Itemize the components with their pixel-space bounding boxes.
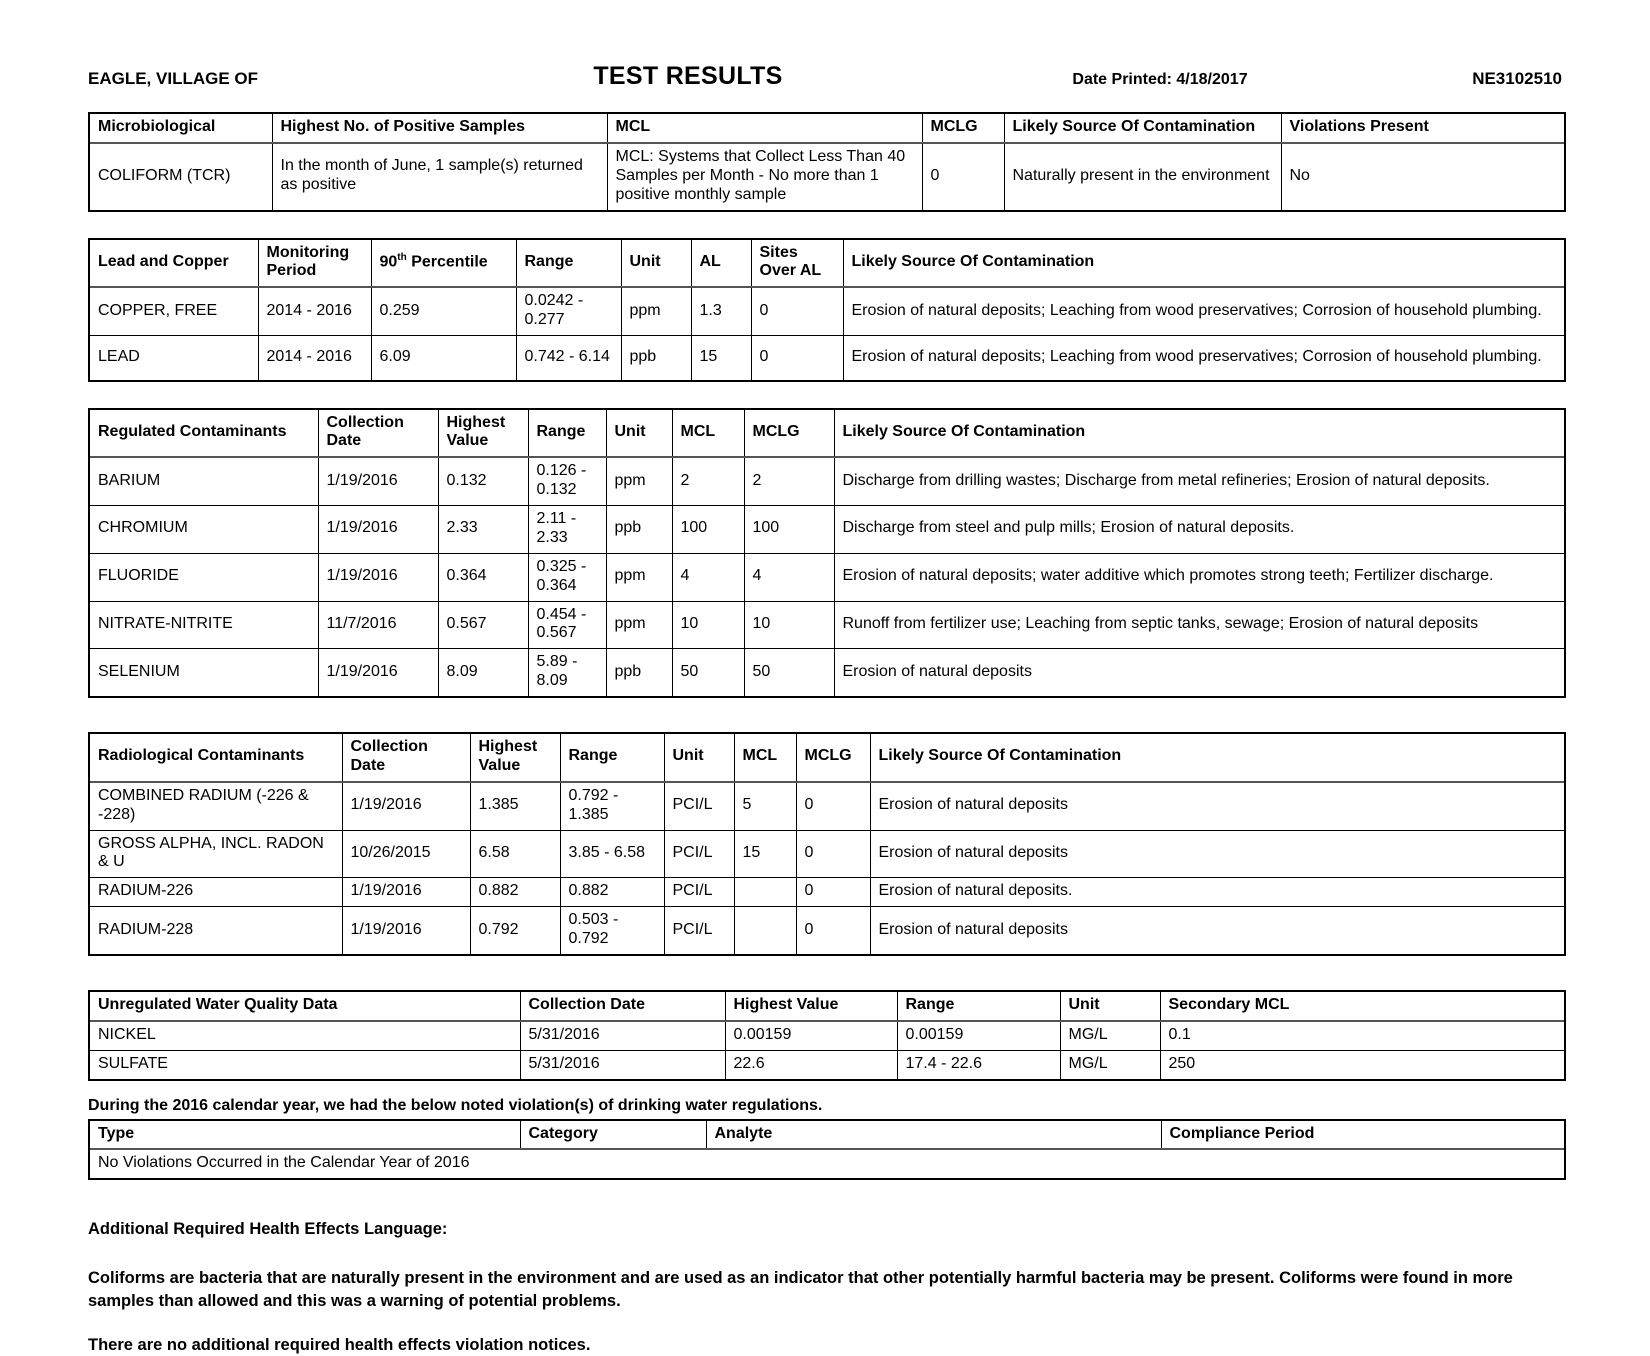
pwsid-number: NE3102510 bbox=[1472, 69, 1562, 88]
cell-unit: PCI/L bbox=[664, 782, 734, 830]
cell-collection-date: 1/19/2016 bbox=[318, 457, 438, 505]
violations-lead-in: During the 2016 calendar year, we had the below noted violation(s) of drinking water regulations. bbox=[88, 1096, 823, 1114]
cell-unit: MG/L bbox=[1060, 1050, 1160, 1078]
table-row bbox=[90, 830, 1564, 878]
cell-likely-source: Naturally present in the environment bbox=[1004, 143, 1281, 210]
cell-contaminant-name: NITRATE-NITRITE bbox=[90, 601, 318, 649]
cell-mclg: 0 bbox=[796, 830, 870, 878]
col-category: Category bbox=[520, 1121, 706, 1150]
cell-unit: ppb bbox=[621, 336, 691, 380]
cell-highest-value: 0.00159 bbox=[725, 1021, 897, 1050]
table-row bbox=[90, 1149, 1564, 1178]
cell-collection-date: 1/19/2016 bbox=[318, 553, 438, 601]
microbiological-table-wrap bbox=[88, 112, 1566, 212]
cell-likely-source: Erosion of natural deposits. bbox=[870, 878, 1564, 907]
table-header-row bbox=[90, 734, 1564, 782]
date-printed: Date Printed: 4/18/2017 bbox=[1072, 71, 1248, 88]
table-row bbox=[90, 506, 1564, 554]
table-row bbox=[90, 601, 1564, 649]
col-90th-percentile bbox=[371, 240, 516, 288]
cell-mclg: 0 bbox=[796, 878, 870, 907]
col-range: Range bbox=[560, 734, 664, 782]
cell-likely-source: Erosion of natural deposits bbox=[870, 830, 1564, 878]
table-row bbox=[90, 782, 1564, 830]
col-collection-date: Collection Date bbox=[342, 734, 470, 782]
cell-likely-source: Discharge from steel and pulp mills; Erosion of natural deposits. bbox=[834, 506, 1564, 554]
cell-highest-value: 6.58 bbox=[470, 830, 560, 878]
col-compliance-period: Compliance Period bbox=[1161, 1121, 1564, 1150]
cell-highest-value: 0.792 bbox=[470, 907, 560, 954]
cell-unit: ppb bbox=[606, 506, 672, 554]
cell-range: 0.325 - 0.364 bbox=[528, 553, 606, 601]
col-al: AL bbox=[691, 240, 751, 288]
col-range: Range bbox=[897, 992, 1060, 1021]
cell-collection-date: 1/19/2016 bbox=[342, 907, 470, 954]
cell-contaminant-name: CHROMIUM bbox=[90, 506, 318, 554]
col-unit: Unit bbox=[606, 410, 672, 458]
cell-highest-value: 0.364 bbox=[438, 553, 528, 601]
cell-no-violations-message: No Violations Occurred in the Calendar Year of 2016 bbox=[90, 1149, 1564, 1178]
percentile-prefix: 90 bbox=[379, 253, 398, 271]
cell-contaminant-name: COPPER, FREE bbox=[90, 287, 258, 335]
cell-contaminant-name: COMBINED RADIUM (-226 & -228) bbox=[90, 782, 342, 830]
col-mcl: MCL bbox=[734, 734, 796, 782]
col-range: Range bbox=[516, 240, 621, 288]
cell-highest-positive-samples: In the month of June, 1 sample(s) returned as positive bbox=[272, 143, 607, 210]
col-highest-value: Highest Value bbox=[725, 992, 897, 1021]
cell-range: 0.0242 - 0.277 bbox=[516, 287, 621, 335]
cell-mcl: 10 bbox=[672, 601, 744, 649]
col-highest-positive-samples: Highest No. of Positive Samples bbox=[272, 114, 607, 143]
cell-unit: PCI/L bbox=[664, 878, 734, 907]
cell-mclg: 4 bbox=[744, 553, 834, 601]
col-lead-and-copper: Lead and Copper bbox=[90, 240, 258, 288]
cell-secondary-mcl: 250 bbox=[1160, 1050, 1564, 1078]
cell-range: 0.503 - 0.792 bbox=[560, 907, 664, 954]
cell-range: 3.85 - 6.58 bbox=[560, 830, 664, 878]
cell-range: 0.126 - 0.132 bbox=[528, 457, 606, 505]
cell-secondary-mcl: 0.1 bbox=[1160, 1021, 1564, 1050]
cell-likely-source: Runoff from fertilizer use; Leaching from septic tanks, sewage; Erosion of natural deposits bbox=[834, 601, 1564, 649]
cell-contaminant-name: GROSS ALPHA, INCL. RADON & U bbox=[90, 830, 342, 878]
table-row bbox=[90, 1050, 1564, 1078]
cell-collection-date: 1/19/2016 bbox=[342, 782, 470, 830]
table-row bbox=[90, 336, 1564, 380]
cell-highest-value: 2.33 bbox=[438, 506, 528, 554]
percentile-suffix: Percentile bbox=[406, 253, 488, 271]
cell-mclg: 10 bbox=[744, 601, 834, 649]
cell-likely-source: Erosion of natural deposits; Leaching from wood preservatives; Corrosion of household plumbing. bbox=[843, 336, 1564, 380]
cell-collection-date: 11/7/2016 bbox=[318, 601, 438, 649]
cell-mclg: 50 bbox=[744, 649, 834, 696]
col-unit: Unit bbox=[1060, 992, 1160, 1021]
unregulated-water-quality-table bbox=[90, 992, 1564, 1079]
col-type: Type bbox=[90, 1121, 520, 1150]
col-secondary-mcl: Secondary MCL bbox=[1160, 992, 1564, 1021]
cell-al: 15 bbox=[691, 336, 751, 380]
table-header-row bbox=[90, 410, 1564, 458]
cell-mcl bbox=[734, 907, 796, 954]
cell-contaminant-name: RADIUM-228 bbox=[90, 907, 342, 954]
health-effects-paragraph-1: Coliforms are bacteria that are naturally present in the environment and are used as an indicator that other potentially harmful bacteria may be present. Coliforms were found in more samples than allowed and this was a warning of potential problems. bbox=[88, 1269, 1513, 1310]
radiological-contaminants-body bbox=[90, 782, 1564, 954]
cell-unit: ppm bbox=[606, 553, 672, 601]
col-microbiological: Microbiological bbox=[90, 114, 272, 143]
cell-unit: ppm bbox=[606, 601, 672, 649]
cell-collection-date: 5/31/2016 bbox=[520, 1021, 725, 1050]
table-row bbox=[90, 457, 1564, 505]
col-likely-source: Likely Source Of Contamination bbox=[843, 240, 1564, 288]
cell-range: 5.89 - 8.09 bbox=[528, 649, 606, 696]
table-row bbox=[90, 1021, 1564, 1050]
cell-likely-source: Erosion of natural deposits; water additive which promotes strong teeth; Fertilizer discharge. bbox=[834, 553, 1564, 601]
table-header-row bbox=[90, 992, 1564, 1021]
col-collection-date: Collection Date bbox=[520, 992, 725, 1021]
cell-likely-source: Erosion of natural deposits bbox=[870, 907, 1564, 954]
cell-collection-date: 5/31/2016 bbox=[520, 1050, 725, 1078]
cell-highest-value: 8.09 bbox=[438, 649, 528, 696]
cell-mcl: 50 bbox=[672, 649, 744, 696]
col-regulated-contaminants: Regulated Contaminants bbox=[90, 410, 318, 458]
col-mclg: MCLG bbox=[796, 734, 870, 782]
cell-highest-value: 0.882 bbox=[470, 878, 560, 907]
cell-mcl: 4 bbox=[672, 553, 744, 601]
percentile-superscript: th bbox=[397, 252, 407, 264]
lead-copper-table bbox=[90, 240, 1564, 380]
cell-highest-value: 1.385 bbox=[470, 782, 560, 830]
table-row bbox=[90, 878, 1564, 907]
cell-mclg: 0 bbox=[796, 782, 870, 830]
regulated-contaminants-table-wrap bbox=[88, 408, 1566, 699]
col-likely-source: Likely Source Of Contamination bbox=[870, 734, 1564, 782]
col-radiological-contaminants: Radiological Contaminants bbox=[90, 734, 342, 782]
col-mcl: MCL bbox=[607, 114, 922, 143]
cell-likely-source: Discharge from drilling wastes; Discharge from metal refineries; Erosion of natural deposits. bbox=[834, 457, 1564, 505]
health-effects-paragraph-2: There are no additional required health effects violation notices. bbox=[88, 1335, 591, 1354]
cell-unit: PCI/L bbox=[664, 907, 734, 954]
cell-contaminant-name: LEAD bbox=[90, 336, 258, 380]
regulated-contaminants-body bbox=[90, 457, 1564, 696]
table-row bbox=[90, 287, 1564, 335]
health-effects-title: Additional Required Health Effects Language: bbox=[88, 1220, 448, 1239]
col-unregulated-water-quality-data: Unregulated Water Quality Data bbox=[90, 992, 520, 1021]
cell-range: 2.11 - 2.33 bbox=[528, 506, 606, 554]
cell-likely-source: Erosion of natural deposits bbox=[870, 782, 1564, 830]
unregulated-body bbox=[90, 1021, 1564, 1079]
cell-mcl bbox=[734, 878, 796, 907]
cell-mcl: 2 bbox=[672, 457, 744, 505]
cell-monitoring-period: 2014 - 2016 bbox=[258, 336, 371, 380]
unregulated-table-wrap bbox=[88, 990, 1566, 1081]
cell-collection-date: 1/19/2016 bbox=[318, 506, 438, 554]
document-header bbox=[88, 62, 1562, 94]
col-mclg: MCLG bbox=[922, 114, 1004, 143]
radiological-contaminants-table-wrap bbox=[88, 732, 1566, 956]
col-range: Range bbox=[528, 410, 606, 458]
cell-violations-present: No bbox=[1281, 143, 1564, 210]
cell-range: 17.4 - 22.6 bbox=[897, 1050, 1060, 1078]
cell-range: 0.742 - 6.14 bbox=[516, 336, 621, 380]
water-system-name: EAGLE, VILLAGE OF bbox=[88, 69, 259, 88]
cell-unit: ppm bbox=[621, 287, 691, 335]
table-header-row bbox=[90, 114, 1564, 143]
cell-unit: MG/L bbox=[1060, 1021, 1160, 1050]
microbiological-table bbox=[90, 114, 1564, 210]
cell-mclg: 0 bbox=[796, 907, 870, 954]
cell-highest-value: 0.132 bbox=[438, 457, 528, 505]
col-likely-source: Likely Source Of Contamination bbox=[1004, 114, 1281, 143]
cell-al: 1.3 bbox=[691, 287, 751, 335]
col-mcl: MCL bbox=[672, 410, 744, 458]
cell-contaminant-name: RADIUM-226 bbox=[90, 878, 342, 907]
cell-highest-value: 0.567 bbox=[438, 601, 528, 649]
cell-mclg: 0 bbox=[922, 143, 1004, 210]
cell-collection-date: 1/19/2016 bbox=[342, 878, 470, 907]
cell-analyte-name: SULFATE bbox=[90, 1050, 520, 1078]
cell-mcl: 5 bbox=[734, 782, 796, 830]
cell-90th-percentile: 0.259 bbox=[371, 287, 516, 335]
cell-collection-date: 1/19/2016 bbox=[318, 649, 438, 696]
cell-likely-source: Erosion of natural deposits; Leaching from wood preservatives; Corrosion of household plumbing. bbox=[843, 287, 1564, 335]
col-sites-over-al: Sites Over AL bbox=[751, 240, 843, 288]
table-row bbox=[90, 907, 1564, 954]
table-header-row bbox=[90, 240, 1564, 288]
col-monitoring-period: Monitoring Period bbox=[258, 240, 371, 288]
cell-contaminant-name: COLIFORM (TCR) bbox=[90, 143, 272, 210]
col-likely-source: Likely Source Of Contamination bbox=[834, 410, 1564, 458]
cell-collection-date: 10/26/2015 bbox=[342, 830, 470, 878]
col-collection-date: Collection Date bbox=[318, 410, 438, 458]
cell-unit: ppm bbox=[606, 457, 672, 505]
col-highest-value: Highest Value bbox=[470, 734, 560, 782]
cell-mcl: 100 bbox=[672, 506, 744, 554]
cell-mclg: 100 bbox=[744, 506, 834, 554]
regulated-contaminants-table bbox=[90, 410, 1564, 697]
lead-copper-table-wrap bbox=[88, 238, 1566, 382]
cell-unit: PCI/L bbox=[664, 830, 734, 878]
col-analyte: Analyte bbox=[706, 1121, 1161, 1150]
violations-table-wrap bbox=[88, 1119, 1566, 1181]
page-title: TEST RESULTS bbox=[593, 62, 783, 90]
cell-monitoring-period: 2014 - 2016 bbox=[258, 287, 371, 335]
col-violations-present: Violations Present bbox=[1281, 114, 1564, 143]
table-header-row bbox=[90, 1121, 1564, 1150]
cell-90th-percentile: 6.09 bbox=[371, 336, 516, 380]
cell-likely-source: Erosion of natural deposits bbox=[834, 649, 1564, 696]
col-mclg: MCLG bbox=[744, 410, 834, 458]
cell-mclg: 2 bbox=[744, 457, 834, 505]
cell-mcl: 15 bbox=[734, 830, 796, 878]
cell-range: 0.792 - 1.385 bbox=[560, 782, 664, 830]
cell-highest-value: 22.6 bbox=[725, 1050, 897, 1078]
cell-contaminant-name: SELENIUM bbox=[90, 649, 318, 696]
table-row bbox=[90, 143, 1564, 210]
cell-range: 0.00159 bbox=[897, 1021, 1060, 1050]
cell-sites-over-al: 0 bbox=[751, 287, 843, 335]
col-unit: Unit bbox=[621, 240, 691, 288]
cell-contaminant-name: BARIUM bbox=[90, 457, 318, 505]
cell-unit: ppb bbox=[606, 649, 672, 696]
cell-range: 0.454 - 0.567 bbox=[528, 601, 606, 649]
cell-range: 0.882 bbox=[560, 878, 664, 907]
radiological-contaminants-table bbox=[90, 734, 1564, 954]
cell-sites-over-al: 0 bbox=[751, 336, 843, 380]
cell-analyte-name: NICKEL bbox=[90, 1021, 520, 1050]
table-row bbox=[90, 649, 1564, 696]
table-row bbox=[90, 553, 1564, 601]
col-highest-value: Highest Value bbox=[438, 410, 528, 458]
cell-mcl: MCL: Systems that Collect Less Than 40 Samples per Month - No more than 1 positive monthly sample bbox=[607, 143, 922, 210]
cell-contaminant-name: FLUORIDE bbox=[90, 553, 318, 601]
violations-table bbox=[90, 1121, 1564, 1179]
col-unit: Unit bbox=[664, 734, 734, 782]
